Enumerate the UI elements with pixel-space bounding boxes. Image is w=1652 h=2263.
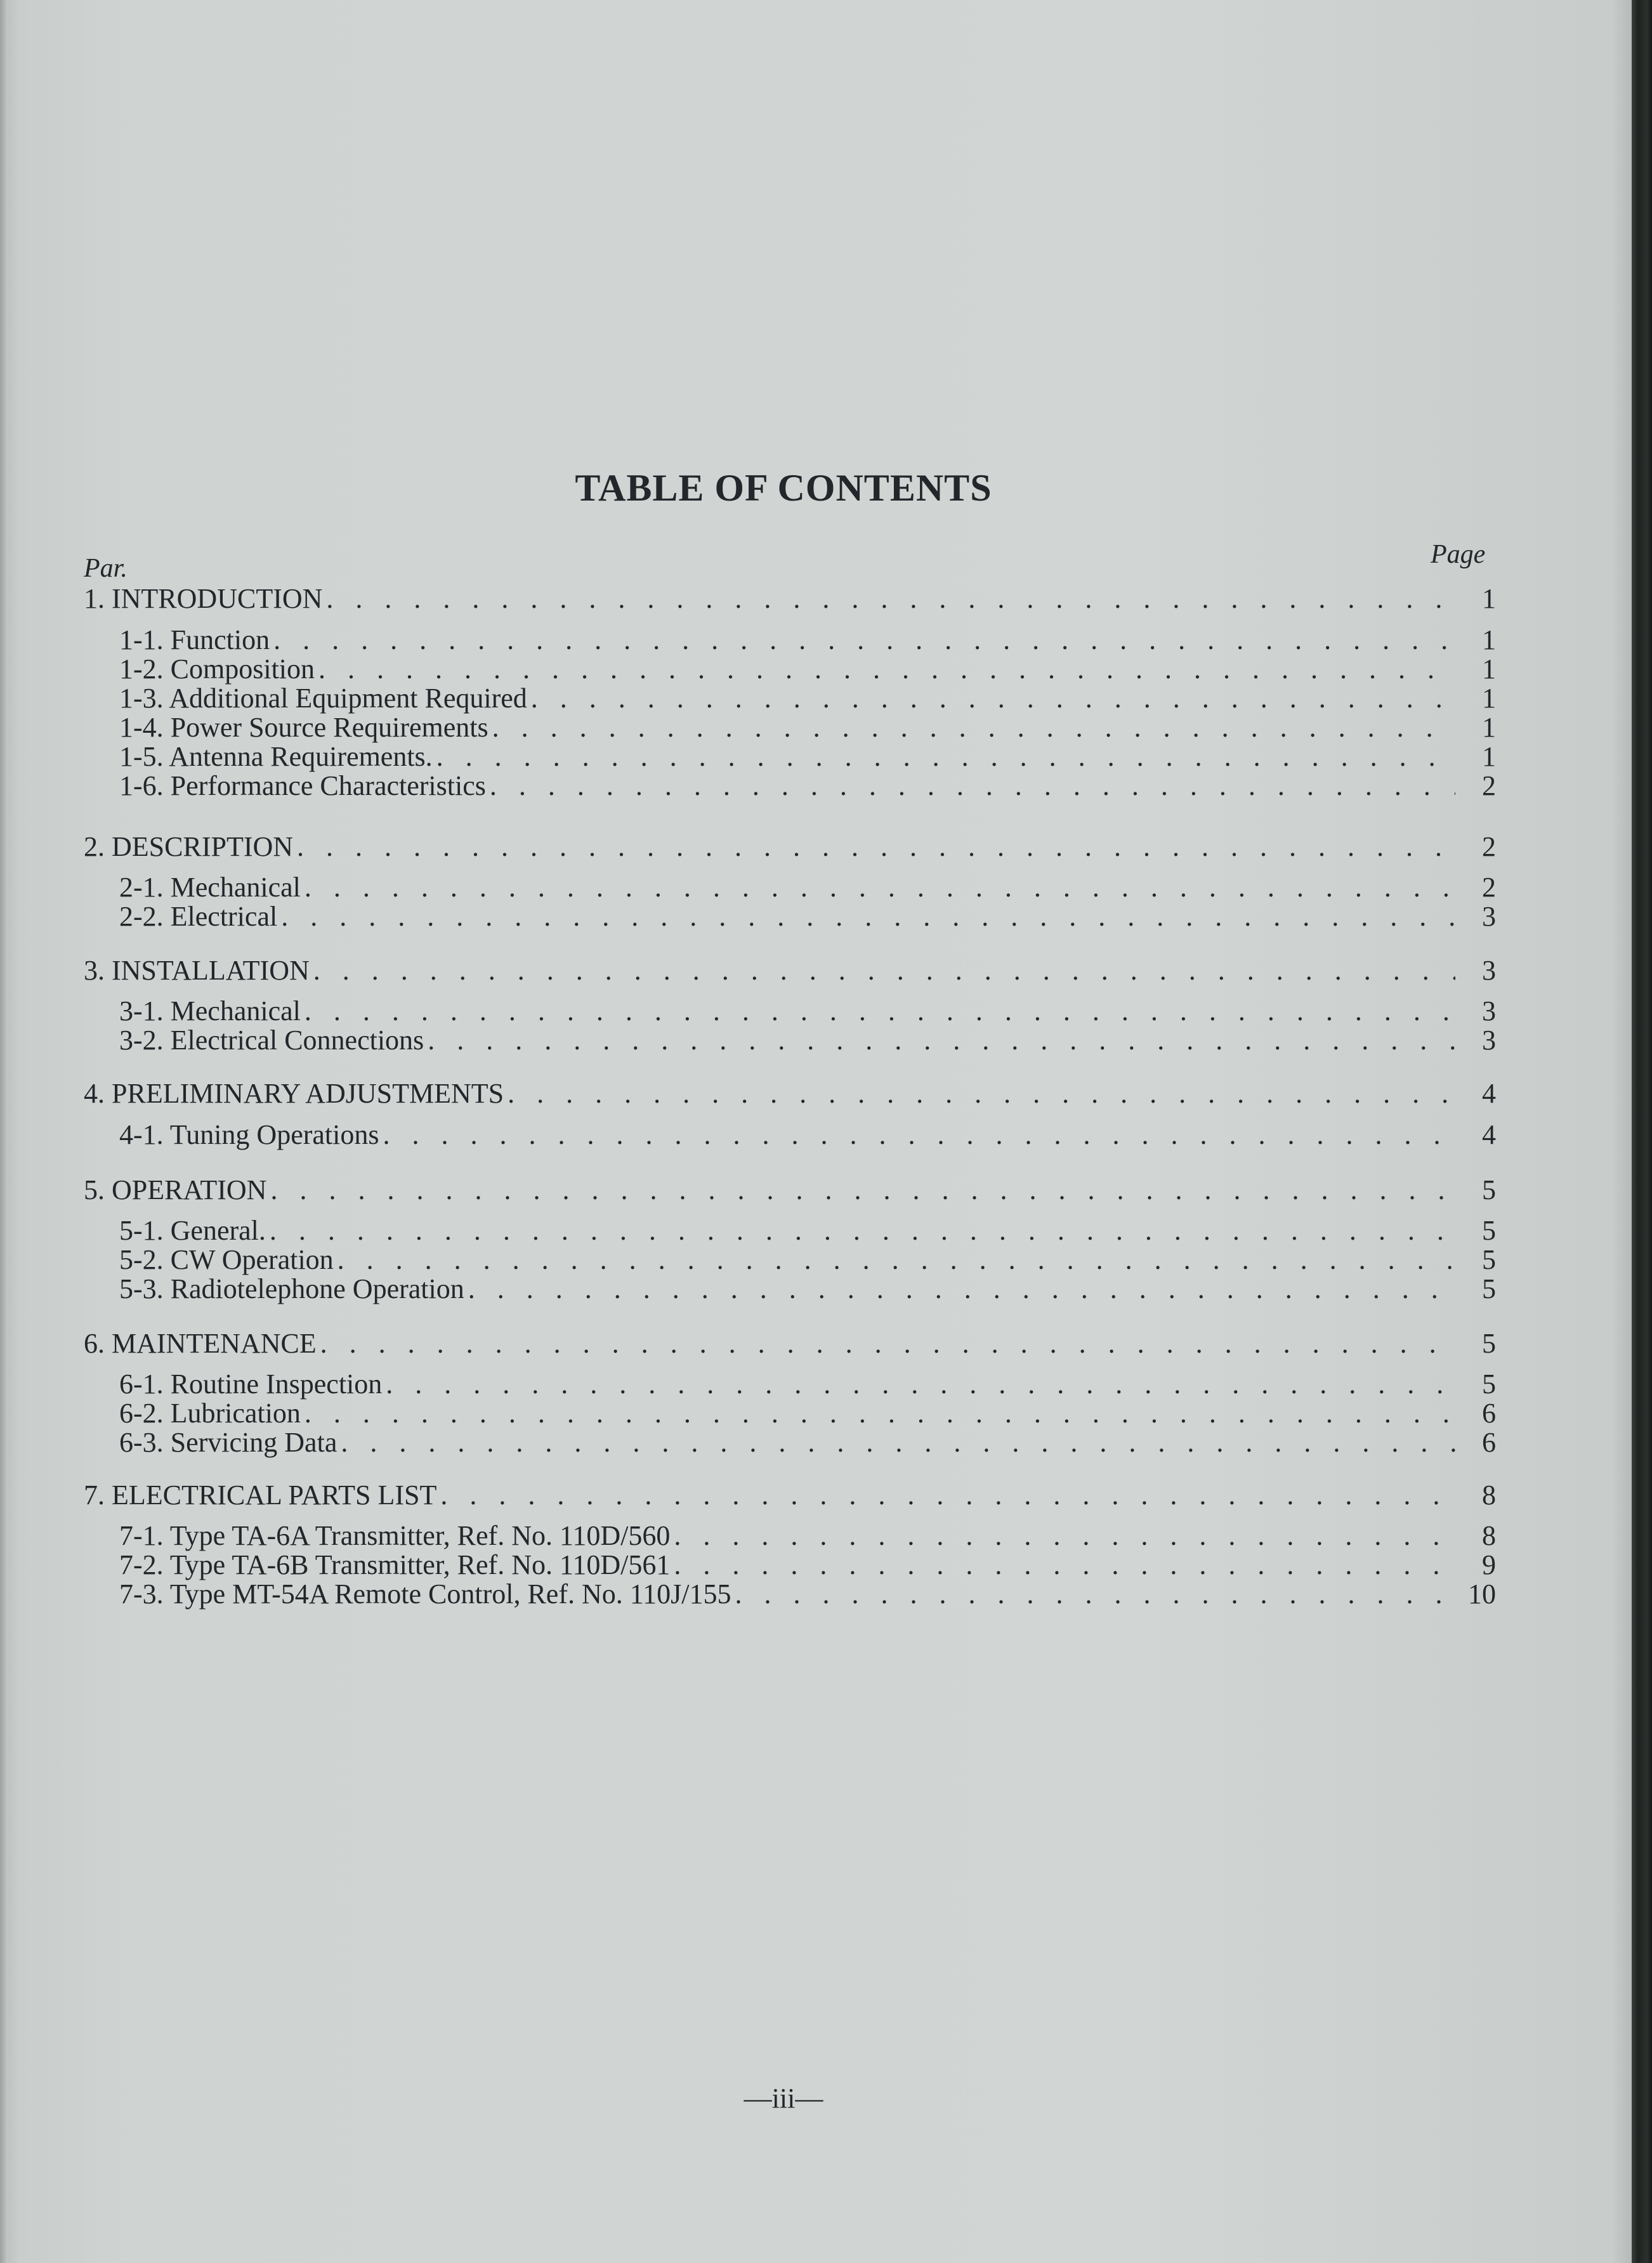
toc-entry-text: 1-6. Performance Characteristics	[119, 770, 486, 801]
toc-entry-text: 3-1. Mechanical	[119, 995, 301, 1027]
toc-entry-page: 1	[1482, 741, 1496, 772]
toc-entry	[84, 955, 1496, 986]
toc-entry	[84, 1120, 1496, 1150]
toc-entry-text: 3. INSTALLATION	[84, 955, 310, 986]
toc-entry-page: 8	[1482, 1479, 1496, 1511]
dot-leader	[428, 1025, 1455, 1056]
toc-entry-text: 3-2. Electrical Connections	[119, 1025, 424, 1056]
toc-entry-text: 7-1. Type TA-6A Transmitter, Ref. No. 110D/560	[119, 1520, 671, 1551]
toc-entry-text: 2. DESCRIPTION	[84, 831, 294, 862]
toc-entry-page: 5	[1482, 1273, 1496, 1304]
toc-entry	[84, 1328, 1496, 1359]
dot-leader	[490, 771, 1455, 801]
dot-leader	[273, 625, 1455, 655]
dot-leader	[270, 1216, 1455, 1246]
toc-entry-text: 1-4. Power Source Requirements	[119, 712, 488, 743]
toc-entry-page: 2	[1482, 770, 1496, 801]
toc-entry-page: 3	[1482, 955, 1496, 986]
dot-leader	[305, 1398, 1455, 1429]
dot-leader	[383, 1120, 1455, 1150]
toc-entry-text: 1-5. Antenna Requirements.	[119, 741, 433, 772]
page-title: TABLE OF CONTENTS	[575, 467, 992, 509]
toc-entry-text: 1-3. Additional Equipment Required	[119, 683, 527, 714]
toc-entry-page: 10	[1468, 1578, 1496, 1610]
toc-entry	[84, 1025, 1496, 1056]
toc-entry-text: 2-1. Mechanical	[119, 872, 301, 903]
toc-entry-page: 2	[1482, 872, 1496, 903]
dot-leader	[508, 1079, 1455, 1109]
toc-entry-text: 1-1. Function	[119, 624, 270, 655]
par-column-label: Par.	[84, 554, 128, 583]
toc-entry-page: 4	[1482, 1119, 1496, 1150]
toc-entry-page: 6	[1482, 1398, 1496, 1429]
toc-entry-page: 5	[1482, 1368, 1496, 1400]
toc-entry-page: 1	[1482, 653, 1496, 685]
toc-entry-text: 5. OPERATION	[84, 1174, 267, 1205]
dot-leader	[326, 584, 1455, 614]
page-number-folio: —iii—	[744, 2083, 823, 2114]
toc-entry-text: 1. INTRODUCTION	[84, 583, 323, 614]
toc-entry	[84, 1369, 1496, 1400]
toc-entry	[84, 771, 1496, 801]
dot-leader	[341, 1427, 1455, 1458]
toc-entry-text: 5-1. General.	[119, 1215, 266, 1246]
toc-entry-page: 1	[1482, 583, 1496, 614]
page-left-edge	[0, 0, 8, 2263]
page-column-label: Page	[1431, 540, 1486, 569]
toc-entry	[84, 1480, 1496, 1511]
toc-entry	[84, 1216, 1496, 1246]
dot-leader	[468, 1274, 1455, 1304]
toc-entry-page: 6	[1482, 1427, 1496, 1458]
toc-entry-page: 8	[1482, 1520, 1496, 1551]
page-binding-edge	[1632, 0, 1652, 2263]
dot-leader	[338, 1245, 1455, 1275]
toc-entry	[84, 1521, 1496, 1551]
toc-entry	[84, 654, 1496, 685]
toc-entry-page: 9	[1482, 1549, 1496, 1580]
dot-leader	[270, 1175, 1455, 1205]
toc-entry	[84, 1274, 1496, 1304]
toc-entry-text: 6-1. Routine Inspection	[119, 1368, 383, 1400]
dot-leader	[531, 683, 1455, 714]
toc-entry-text: 7. ELECTRICAL PARTS LIST	[84, 1479, 437, 1511]
toc-entry-page: 1	[1482, 683, 1496, 714]
toc-entry-text: 4-1. Tuning Operations	[119, 1119, 379, 1150]
toc-entry	[84, 902, 1496, 932]
dot-leader	[492, 712, 1455, 743]
toc-entry	[84, 1550, 1496, 1580]
toc-entry-page: 4	[1482, 1078, 1496, 1109]
dot-leader	[313, 955, 1455, 986]
toc-entry	[84, 872, 1496, 903]
toc-entry	[84, 584, 1496, 614]
toc-entry-page: 2	[1482, 831, 1496, 862]
toc-entry-text: 7-2. Type TA-6B Transmitter, Ref. No. 110D/561	[119, 1549, 671, 1580]
toc-entry	[84, 1175, 1496, 1205]
toc-entry-page: 5	[1482, 1244, 1496, 1275]
dot-leader	[281, 902, 1455, 932]
dot-leader	[320, 1328, 1455, 1359]
dot-leader	[674, 1521, 1455, 1551]
toc-entry	[84, 832, 1496, 862]
toc-entry-text: 6-3. Servicing Data	[119, 1427, 338, 1458]
toc-entry	[84, 742, 1496, 772]
toc-entry	[84, 1398, 1496, 1429]
toc-entry-page: 1	[1482, 624, 1496, 655]
toc-entry	[84, 1245, 1496, 1275]
dot-leader	[436, 742, 1455, 772]
toc-entry	[84, 1079, 1496, 1109]
toc-entry-page: 5	[1482, 1174, 1496, 1205]
toc-entry	[84, 996, 1496, 1027]
toc-entry-text: 7-3. Type MT-54A Remote Control, Ref. No. 110J/155	[119, 1578, 731, 1610]
dot-leader	[305, 872, 1455, 903]
dot-leader	[318, 654, 1455, 685]
toc-entry	[84, 1427, 1496, 1458]
toc-entry	[84, 625, 1496, 655]
toc-entry-text: 4. PRELIMINARY ADJUSTMENTS	[84, 1078, 504, 1109]
toc-entry	[84, 1579, 1496, 1610]
toc-entry-text: 5-2. CW Operation	[119, 1244, 334, 1275]
dot-leader	[674, 1550, 1455, 1580]
toc-entry-page: 3	[1482, 901, 1496, 932]
dot-leader	[297, 832, 1455, 862]
toc-entry-page: 1	[1482, 712, 1496, 743]
toc-entry-page: 3	[1482, 995, 1496, 1027]
toc-entry-page: 3	[1482, 1025, 1496, 1056]
dot-leader	[735, 1579, 1455, 1610]
toc-entry-text: 6-2. Lubrication	[119, 1398, 301, 1429]
toc-entry	[84, 712, 1496, 743]
toc-entry	[84, 683, 1496, 714]
toc-entry-text: 5-3. Radiotelephone Operation	[119, 1273, 464, 1304]
toc-entry-text: 1-2. Composition	[119, 653, 315, 685]
dot-leader	[386, 1369, 1455, 1400]
toc-entry-text: 6. MAINTENANCE	[84, 1328, 317, 1359]
toc-entry-page: 5	[1482, 1215, 1496, 1246]
toc-entry-page: 5	[1482, 1328, 1496, 1359]
toc-entry-text: 2-2. Electrical	[119, 901, 278, 932]
dot-leader	[305, 996, 1455, 1027]
dot-leader	[440, 1480, 1455, 1511]
